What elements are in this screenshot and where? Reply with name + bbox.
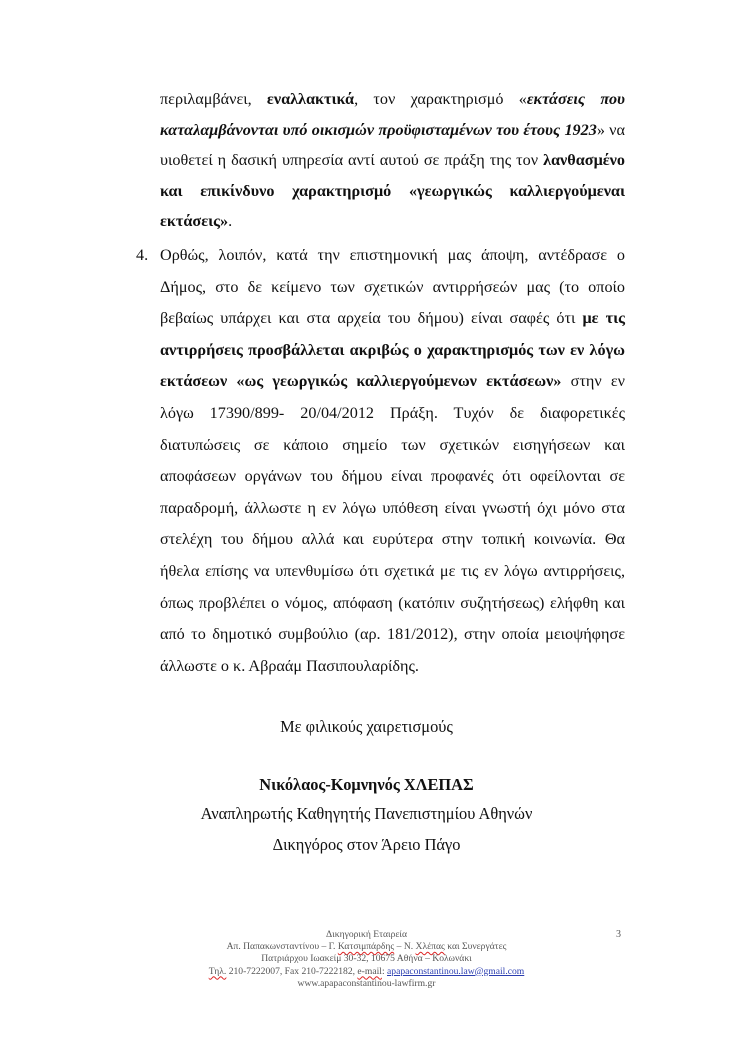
footer-name-misspelled: Χλέπας xyxy=(415,941,445,953)
text-run: περιλαμβάνει, xyxy=(160,90,267,108)
bold-text-run: εναλλακτικά xyxy=(266,90,355,108)
signatory-title: Αναπληρωτής Καθηγητής Πανεπιστημίου Αθηνών xyxy=(200,804,533,823)
footer-text: Απ. Παπακωνσταντίνου – Γ. xyxy=(226,941,338,953)
footer-text: : xyxy=(381,965,388,977)
footer-contact xyxy=(0,966,733,978)
bold-text-run: λανθασμένο και επικίνδυνο χαρακτηρισμό «γεωργικώς καλλιεργούμεναι εκτάσεις» xyxy=(160,151,625,231)
page-number: 3 xyxy=(616,929,621,940)
numbered-paragraph-4 xyxy=(136,240,625,682)
list-number: 4. xyxy=(136,246,149,264)
signatory-role: Δικηγόρος στον Άρειο Πάγο xyxy=(272,835,461,854)
footer-email-link[interactable]: apapaconstantinou.law@gmail.com xyxy=(387,965,525,977)
footer-tel-label: Τηλ. xyxy=(208,965,227,977)
text-run: Ορθώς, λοιπόν, κατά την επιστημονική μας άποψη, αντέδρασε ο Δήμος, στο δε κείμενο των σχετικών αντιρρήσεών μας (το οποίο βεβαίως υπάρχει και στα αρχεία του δήμου) είναι σαφές ότι xyxy=(160,246,625,328)
signatory-name: Νικόλαος-Κομνηνός ΧΛΕΠΑΣ xyxy=(259,775,474,794)
page-footer xyxy=(0,929,733,990)
footer-phone-fax: 210-7222007, Fax 210-7222182, xyxy=(226,965,358,977)
closing-greeting: Με φιλικούς χαιρετισμούς xyxy=(280,717,453,736)
footer-address: Πατριάρχου Ιωακείμ 30-32, 10675 Αθήνα – Κολωνάκι xyxy=(261,953,472,965)
footer-website[interactable]: www.apapaconstantinou-lawfirm.gr xyxy=(297,977,436,989)
footer-name-misspelled: Κατσιμπάρδης xyxy=(337,941,395,953)
footer-text: και Συνεργάτες xyxy=(444,941,507,953)
bold-text-run: με τις αντιρρήσεις προσβάλλεται ακριβώς ο χαρακτηρισμός των εν λόγω εκτάσεων «ως γεωργικώς καλλιεργούμενων εκτάσεων» xyxy=(160,309,625,391)
footer-email-label: e-mail xyxy=(357,965,382,977)
footer-firm-type: Δικηγορική Εταιρεία xyxy=(325,929,407,940)
text-run: στην εν λόγω 17390/899- 20/04/2012 Πράξη. Τυχόν δε διαφορετικές διατυπώσεις σε κάποιο σημείο των σχετικών εισηγήσεων και αποφάσεων οργάνων του δήμου είναι προφανές ότι οφείλονται σε παραδρομή, άλλωστε η εν λόγω υπόθεση είναι γνωστή όχι μόνο στα στελέχη του δήμου αλλά και ευρύτερα στην τοπική κοινωνία. Θα ήθελα επίσης να υπενθυμίσω ότι σχετικά με τις εν λόγω αντιρρήσεις, όπως προβλέπει ο νόμος, απόφαση (κατόπιν συζητήσεως) ελήφθη και από το δημοτικό συμβούλιο (αρ. 181/2012), στην οποία μειοψήφησε άλλωστε ο κ. Αβραάμ Πασιπουλαρίδης. xyxy=(160,372,625,675)
paragraph-continuation xyxy=(160,84,625,237)
text-run: » να υιοθετεί η δασική υπηρεσία αντί αυτού σε πράξη της τον xyxy=(160,120,625,170)
paragraph-text xyxy=(160,240,625,682)
text-run: . xyxy=(228,212,233,231)
footer-text: – Ν. xyxy=(394,941,416,953)
bold-italic-quote: εκτάσεις που καταλαμβάνονται υπό οικισμών προϋφισταμένων του έτους 1923 xyxy=(160,90,625,139)
text-run: , τον χαρακτηρισμό « xyxy=(354,90,527,108)
footer-partners xyxy=(0,941,733,953)
